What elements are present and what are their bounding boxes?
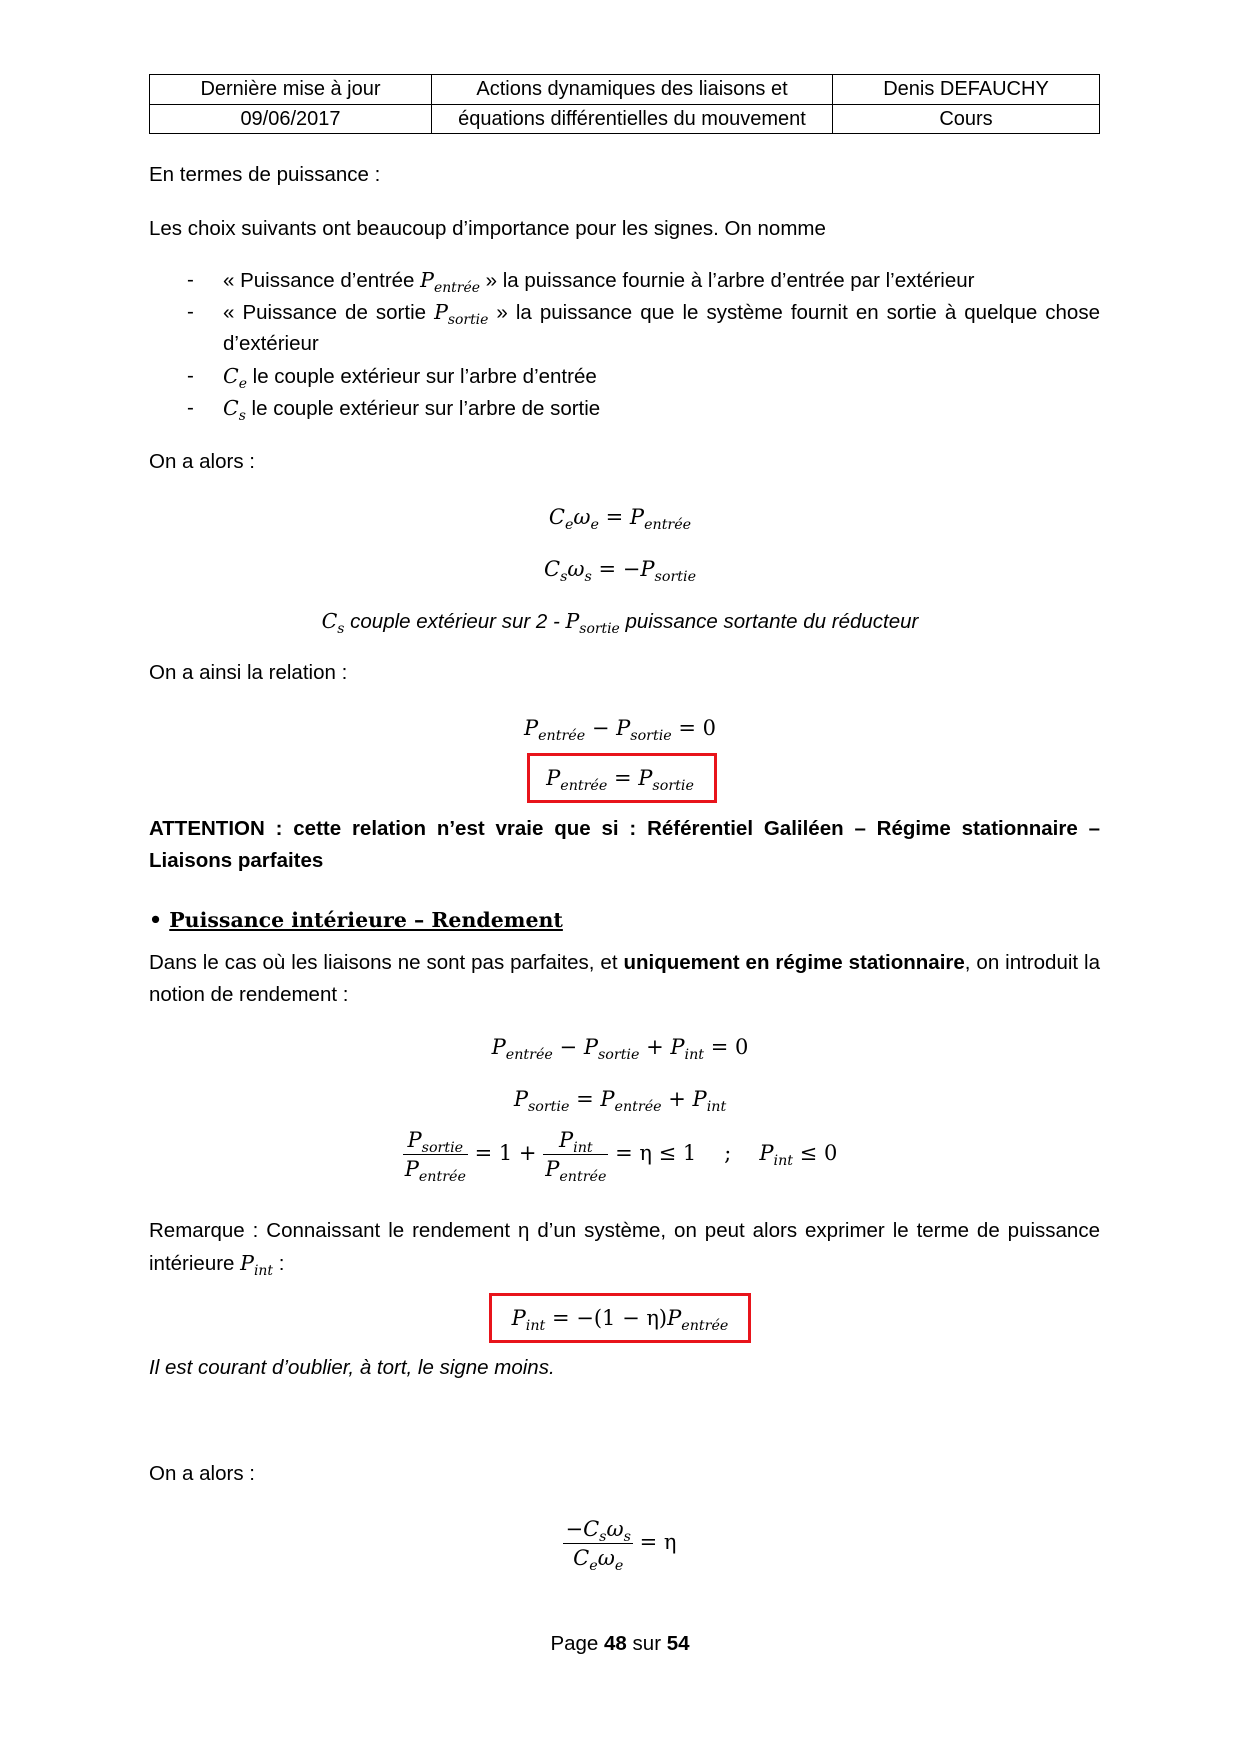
- bullet-output-power: « Puissance de sortie $P_{sortie}$ » la puissance que le système fournit en sortie à quelque chose: [223, 300, 1100, 328]
- fraction-internal-over-input: $\frac{P_{int}}{P_{entrée}}$: [545, 1128, 607, 1185]
- paragraph-power-intro: En termes de puissance :: [149, 163, 381, 186]
- bullet-dash: -: [187, 396, 194, 419]
- equation-internal-power: $P_{int} = -(1 - \eta)P_{entrée}$: [511, 1306, 729, 1334]
- equation-input-power: $C_e\omega_e = P_{entrée}$: [548, 505, 692, 533]
- paragraph-sign-warning: Il est courant d’oublier, à tort, le signe moins.: [149, 1356, 555, 1379]
- equation-power-equality: $P_{entrée} = P_{sortie}$: [546, 766, 694, 794]
- equation-efficiency-torques: $\frac{-C_s\omega_s}{C_e\omega_e}$ = η: [565, 1517, 677, 1574]
- paragraph-remark: Remarque : Connaissant le rendement η d’un système, on peut alors exprimer le terme de puissance intérieure $P_{int}$ :: [149, 1219, 1100, 1279]
- header-doc-type: Cours: [833, 104, 1100, 134]
- paragraph-efficiency-intro: Dans le cas où les liaisons ne sont pas parfaites, et uniquement en régime stationnaire, on introduit la notion de rendement :: [149, 951, 1100, 1006]
- bullet-dash: -: [187, 364, 194, 387]
- paragraph-sign-choices: Les choix suivants ont beaucoup d’importance pour les signes. On nomme: [149, 217, 826, 240]
- bullet-dash: -: [187, 268, 194, 291]
- bullet-input-power: « Puissance d’entrée $P_{entrée}$ » la puissance fournie à l’arbre d’entrée par l’extérieur: [223, 268, 975, 296]
- equation-output-from-internal: $P_{sortie} = P_{entrée} + P_{int}$: [513, 1087, 727, 1115]
- fraction-torque-ratio: $\frac{-C_s\omega_s}{C_e\omega_e}$: [565, 1517, 631, 1574]
- bullet-output-power-continued: d’extérieur: [223, 332, 319, 355]
- paragraph-on-a-alors-2: On a alors :: [149, 1462, 255, 1485]
- caption-torque-power: $C_s$ couple extérieur sur $2 - P_{sortie}$ puissance sortante du réducteur: [321, 609, 919, 637]
- equation-power-balance: $P_{entrée} - P_{sortie} = 0$: [523, 716, 717, 744]
- page-footer: Page 48 sur 54: [550, 1632, 690, 1655]
- header-table: [149, 74, 1100, 134]
- header-author: Denis DEFAUCHY: [833, 75, 1100, 105]
- attention-note: ATTENTION : cette relation n’est vraie que si : Référentiel Galiléen – Régime stationnaire – Liaisons parfaites: [149, 817, 1100, 872]
- equation-internal-balance: $P_{entrée} - P_{sortie} + P_{int} = 0$: [491, 1035, 749, 1063]
- bullet-dash: -: [187, 300, 194, 323]
- equation-output-power: $C_s\omega_s = -P_{sortie}$: [543, 557, 697, 585]
- fraction-output-over-input: $\frac{P_{sortie}}{P_{entrée}}$: [404, 1128, 466, 1185]
- header-title-line1: Actions dynamiques des liaisons et: [432, 75, 833, 105]
- header-title-line2: équations différentielles du mouvement: [432, 104, 833, 134]
- bullet-input-torque: $C_e$ le couple extérieur sur l’arbre d’entrée: [223, 364, 597, 392]
- header-last-update-label: Dernière mise à jour: [150, 75, 432, 105]
- paragraph-on-a-ainsi: On a ainsi la relation :: [149, 661, 348, 684]
- header-date: 09/06/2017: [150, 104, 432, 134]
- paragraph-on-a-alors: On a alors :: [149, 450, 255, 473]
- bullet-output-torque: $C_s$ le couple extérieur sur l’arbre de sortie: [223, 396, 601, 424]
- section-heading-internal-power: • Puissance intérieure – Rendement: [149, 908, 563, 932]
- equation-efficiency-definition: $\frac{P_{sortie}}{P_{entrée}}$ = 1 + $\frac{P_{int}}{P_{entrée}}$ = η ≤ 1 ; $P_{int} \le 0$: [404, 1128, 838, 1185]
